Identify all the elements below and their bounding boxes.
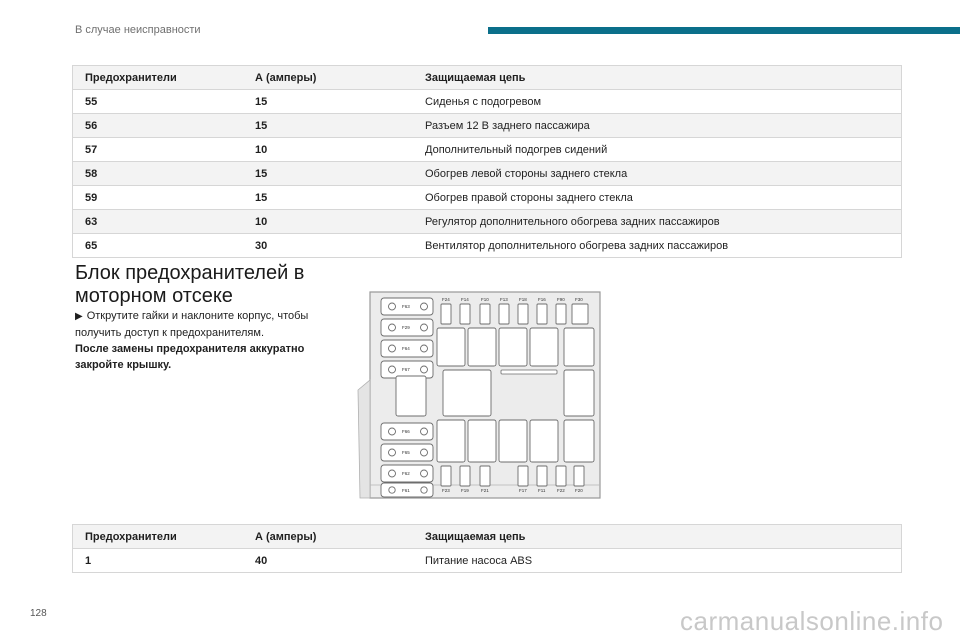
relays-bottom-row xyxy=(437,420,594,462)
bullet-arrow-icon: ▶ xyxy=(75,311,83,322)
fuse-label-left-3: F64 xyxy=(402,346,410,351)
table-row xyxy=(73,90,902,114)
table-row xyxy=(73,234,902,258)
fuse-label-bottom-2: F19 xyxy=(461,488,469,493)
fuse-number: 63 xyxy=(73,210,244,234)
fuse-table-top xyxy=(72,65,902,258)
left-fuses-bottom xyxy=(381,423,433,497)
relay-left xyxy=(396,376,426,416)
section-title: Блок предохранителей в моторном отсеке xyxy=(75,262,305,307)
fuse-label-top-2: F14 xyxy=(461,297,469,302)
fuse-label-top-8: F30 xyxy=(575,297,583,302)
fuse-number: 57 xyxy=(73,138,244,162)
fuse-circuit: Обогрев левой стороны заднего стекла xyxy=(413,162,902,186)
fuse-label-bottom-6: F22 xyxy=(557,488,565,493)
fuse-box-illustration xyxy=(356,270,612,505)
fuse-label-top-6: F16 xyxy=(538,297,546,302)
fuse-label-top-4: F13 xyxy=(500,297,508,302)
table-header-row xyxy=(73,525,902,549)
fuse-label-bottom-7: F20 xyxy=(575,488,583,493)
fuse-number: 55 xyxy=(73,90,244,114)
fuse-amperes: 40 xyxy=(243,549,413,573)
column-header-circuit: Защищаемая цепь xyxy=(413,525,902,549)
fuse-circuit: Регулятор дополнительного обогрева задних пассажиров xyxy=(413,210,902,234)
table-row xyxy=(73,210,902,234)
table-row xyxy=(73,114,902,138)
header-accent-bar xyxy=(488,27,960,34)
relay-right xyxy=(564,370,594,416)
fuse-label-left-2: F29 xyxy=(402,325,410,330)
fuse-label-bottom-3: F21 xyxy=(481,488,489,493)
housing-side xyxy=(358,380,370,498)
fuse-amperes: 10 xyxy=(243,210,413,234)
column-header-amperes: А (амперы) xyxy=(243,66,413,90)
table-header-row xyxy=(73,66,902,90)
fuse-label-bottom-5: F11 xyxy=(538,488,546,493)
fuse-amperes: 15 xyxy=(243,114,413,138)
column-header-fuses: Предохранители xyxy=(73,66,244,90)
fuse-number: 58 xyxy=(73,162,244,186)
fuse-label-left-7: F62 xyxy=(402,471,410,476)
fuse-circuit: Вентилятор дополнительного обогрева задних пассажиров xyxy=(413,234,902,258)
table-row xyxy=(73,186,902,210)
fuse-circuit: Питание насоса ABS xyxy=(413,549,902,573)
fuse-label-left-6: F65 xyxy=(402,450,410,455)
warning-note: После замены предохранителя аккуратно закройте крышку. xyxy=(75,343,305,371)
fuse-label-left-5: F66 xyxy=(402,429,410,434)
fuse-label-top-7: F90 xyxy=(557,297,565,302)
fuse-number: 65 xyxy=(73,234,244,258)
table-row xyxy=(73,549,902,573)
column-header-amperes: А (амперы) xyxy=(243,525,413,549)
column-header-circuit: Защищаемая цепь xyxy=(413,66,902,90)
fuse-number: 56 xyxy=(73,114,244,138)
fuse-label-bottom-4: F17 xyxy=(519,488,527,493)
fuse-label-left-1: F63 xyxy=(402,304,410,309)
section-header: В случае неисправности xyxy=(75,24,201,36)
page-number: 128 xyxy=(30,608,47,619)
fuse-amperes: 30 xyxy=(243,234,413,258)
fuse-number: 1 xyxy=(73,549,244,573)
fuse-label-top-3: F10 xyxy=(481,297,489,302)
column-header-fuses: Предохранители xyxy=(73,525,244,549)
relay-middle xyxy=(443,370,491,416)
table-row xyxy=(73,138,902,162)
relays-top-row xyxy=(437,328,594,366)
fuse-amperes: 10 xyxy=(243,138,413,162)
fuse-circuit: Дополнительный подогрев сидений xyxy=(413,138,902,162)
fuse-amperes: 15 xyxy=(243,90,413,114)
fuse-circuit: Сиденья с подогревом xyxy=(413,90,902,114)
instruction-text xyxy=(75,308,335,341)
fuse-label-left-8: F61 xyxy=(402,488,410,493)
fuse-number: 59 xyxy=(73,186,244,210)
fuse-amperes: 15 xyxy=(243,186,413,210)
fuse-label-top-1: F24 xyxy=(442,297,450,302)
fuse-amperes: 15 xyxy=(243,162,413,186)
fuse-label-bottom-1: F23 xyxy=(442,488,450,493)
table-row xyxy=(73,162,902,186)
fuse-box-diagram xyxy=(356,270,612,505)
instruction-body: Открутите гайки и наклоните корпус, чтобы получить доступ к предохранителям. xyxy=(75,310,309,339)
watermark: carmanualsonline.info xyxy=(680,606,944,636)
fuse-circuit: Обогрев правой стороны заднего стекла xyxy=(413,186,902,210)
fuse-label-top-5: F18 xyxy=(519,297,527,302)
connector-strip xyxy=(501,370,557,374)
fuse-circuit: Разъем 12 В заднего пассажира xyxy=(413,114,902,138)
fuse-table-bottom xyxy=(72,524,902,573)
fuse-label-left-4: F67 xyxy=(402,367,410,372)
